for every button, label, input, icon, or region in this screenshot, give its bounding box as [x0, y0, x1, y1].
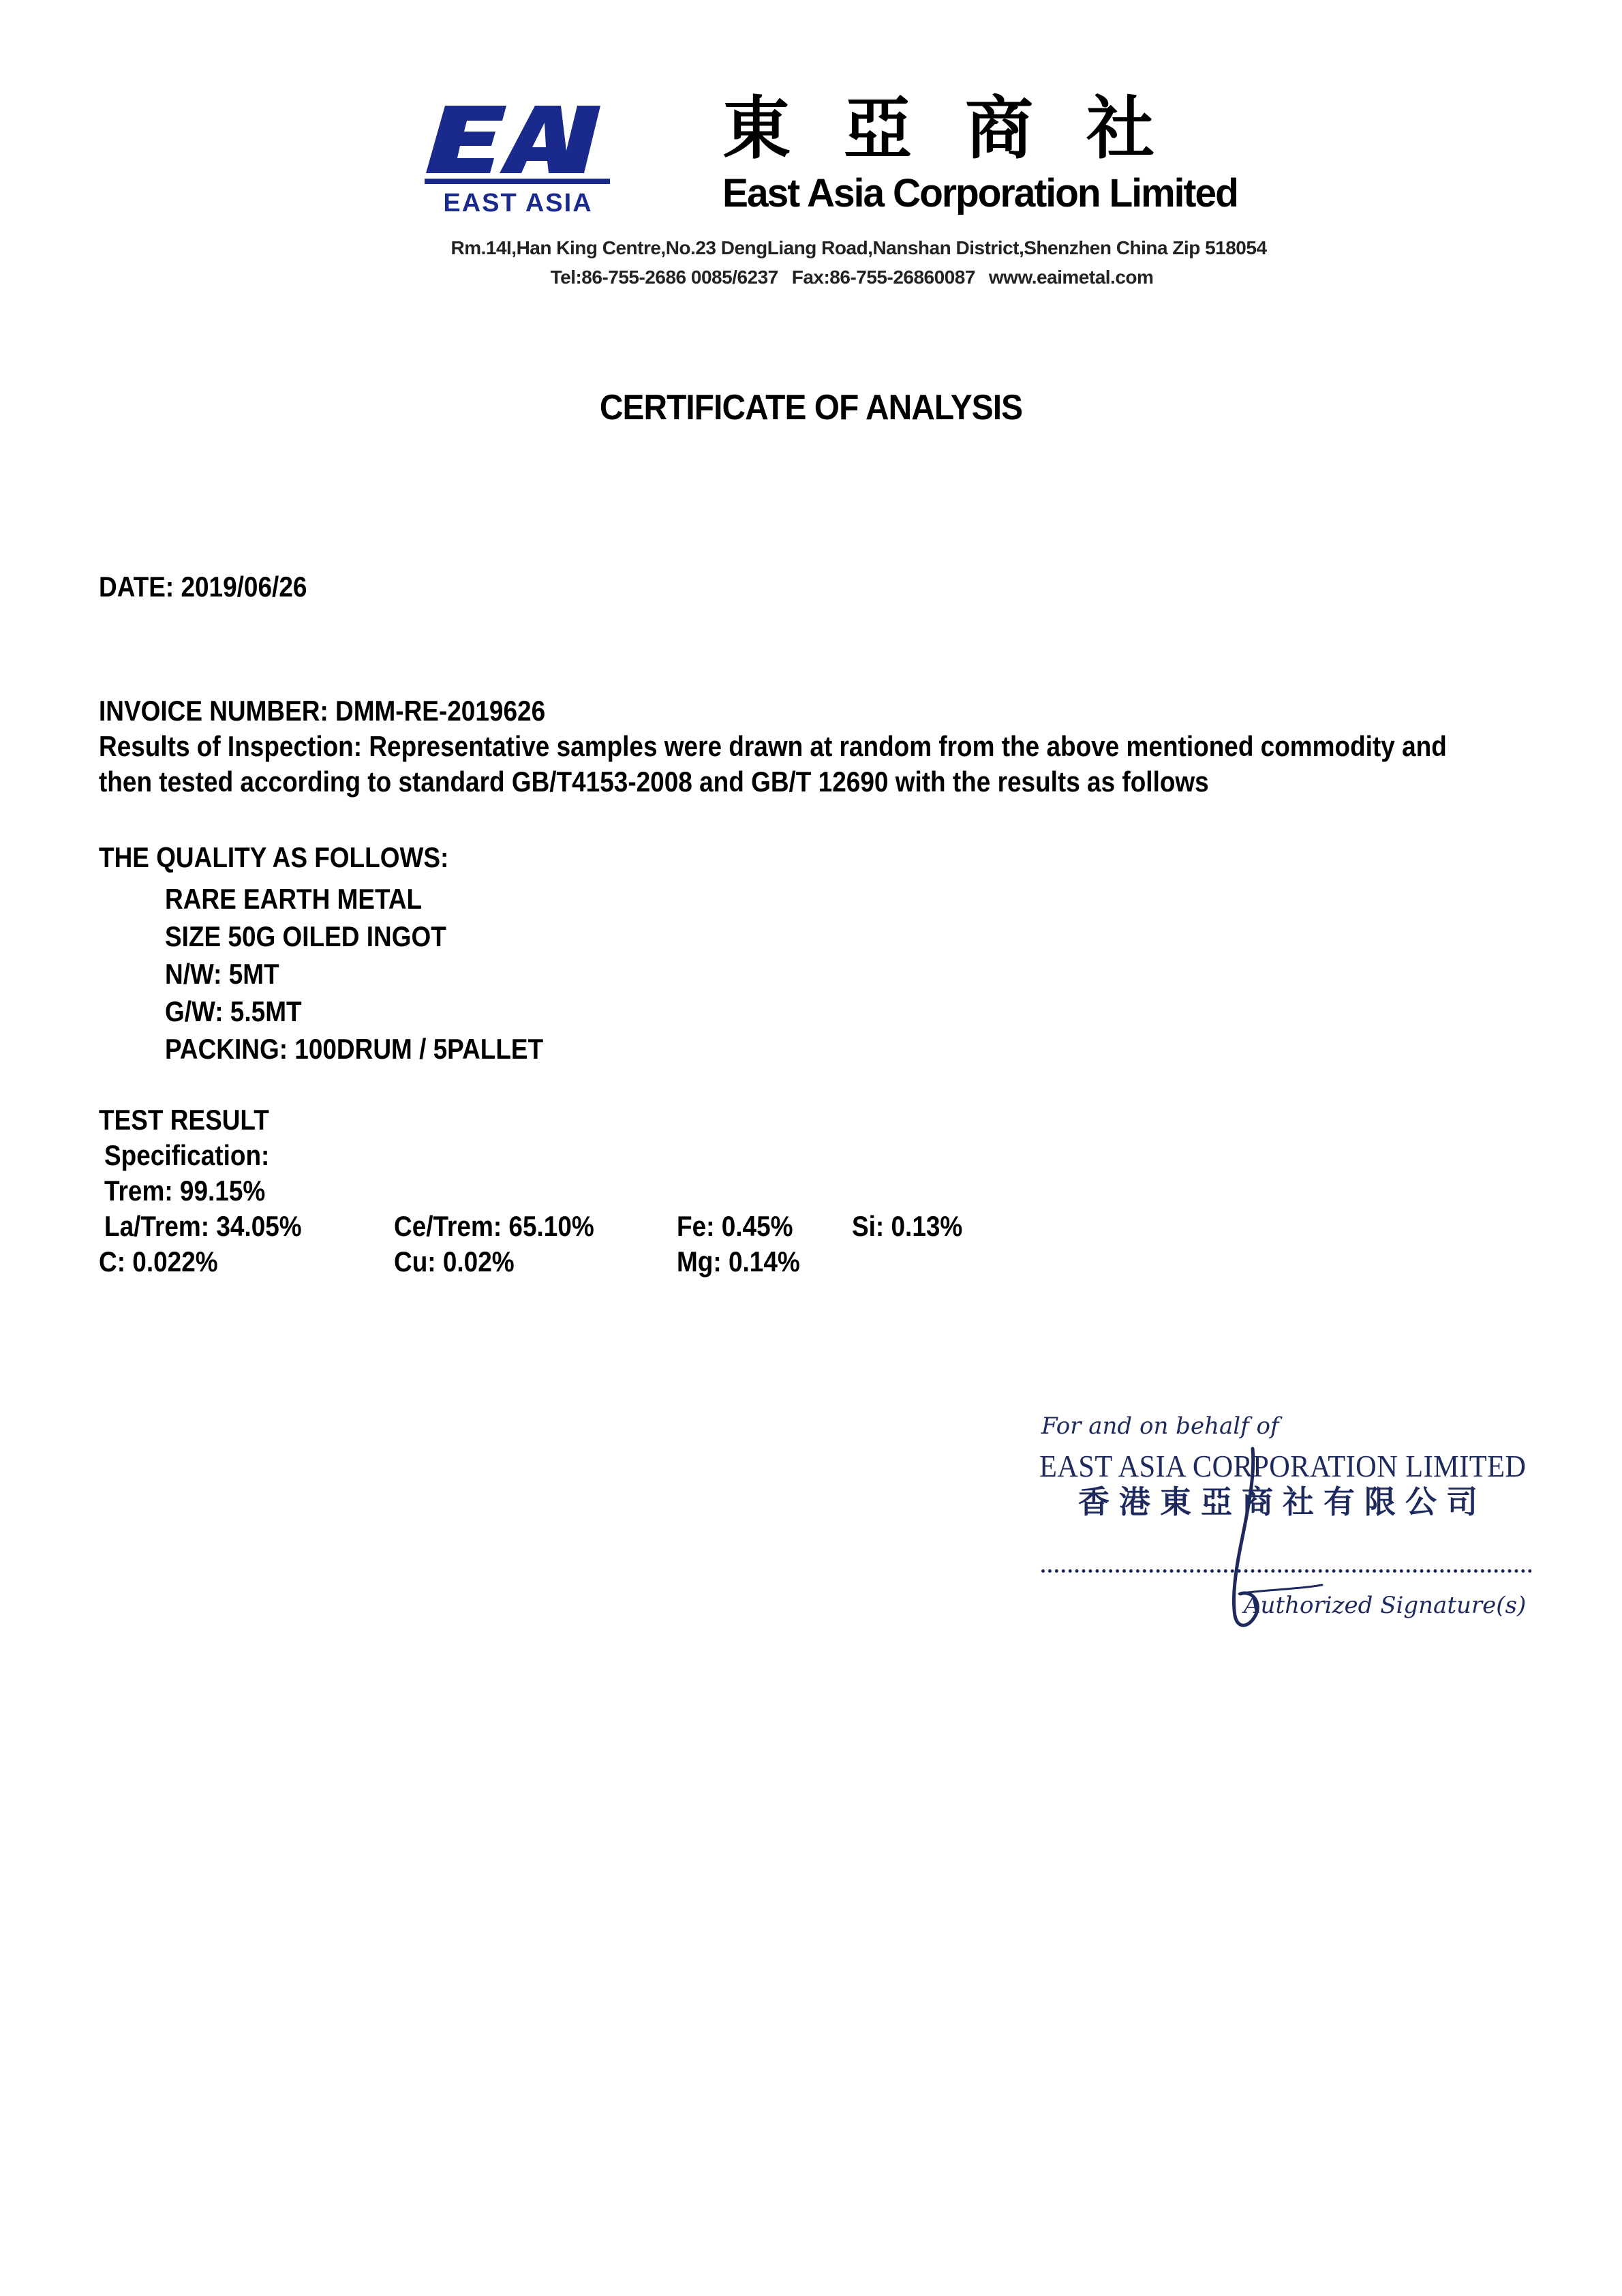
company-name-chinese: 東亞商社	[722, 88, 1208, 168]
quality-item: SIZE 50G OILED INGOT	[165, 920, 446, 952]
quality-heading: THE QUALITY AS FOLLOWS:	[99, 841, 449, 873]
eai-logo-icon	[419, 102, 617, 222]
signature-stamp	[1036, 1411, 1540, 1636]
quality-item: PACKING: 100DRUM / 5PALLET	[165, 1033, 544, 1065]
specification-label: Specification:	[104, 1139, 270, 1171]
test-result-heading: TEST RESULT	[99, 1104, 269, 1136]
test-value: Mg: 0.14%	[677, 1245, 800, 1278]
company-address: Rm.14I,Han King Centre,No.23 DengLiang Road,Nanshan District,Shenzhen China Zip 518054	[450, 237, 1267, 258]
test-value: C: 0.022%	[99, 1245, 218, 1278]
test-value: Cu: 0.02%	[394, 1245, 515, 1278]
test-value: Ce/Trem: 65.10%	[394, 1210, 594, 1242]
stamp-company-english: EAST ASIA CORPORATION LIMITED	[1039, 1449, 1527, 1483]
logo-caption: EAST ASIA	[443, 189, 593, 217]
handwritten-signature-icon	[1036, 1411, 1540, 1636]
trem-value: Trem: 99.15%	[104, 1175, 266, 1207]
quality-item: N/W: 5MT	[165, 958, 279, 990]
stamp-company-chinese: 香港東亞商社有限公司	[1078, 1483, 1487, 1520]
company-fax: Fax:86-755-26860087	[791, 267, 975, 288]
document-title: CERTIFICATE OF ANALYSIS	[599, 388, 1023, 427]
authorized-signature-caption: Authorized Signature(s)	[1244, 1592, 1527, 1619]
company-website: www.eaimetal.com	[988, 267, 1154, 288]
test-value: Fe: 0.45%	[677, 1210, 793, 1242]
on-behalf-text: For and on behalf of	[1041, 1413, 1279, 1440]
quality-item: RARE EARTH METAL	[165, 883, 423, 915]
test-value: Si: 0.13%	[852, 1210, 963, 1242]
invoice-number-line: INVOICE NUMBER: DMM-RE-2019626	[99, 695, 546, 727]
company-name-english: East Asia Corporation Limited	[722, 171, 1238, 215]
company-tel: Tel:86-755-2686 0085/6237	[550, 267, 778, 288]
inspection-results-line-1: Results of Inspection: Representative samples were drawn at random from the above mentioned commodity and	[99, 730, 1447, 762]
test-value: La/Trem: 34.05%	[104, 1210, 302, 1242]
date-line: DATE: 2019/06/26	[99, 571, 307, 603]
quality-item: G/W: 5.5MT	[165, 995, 302, 1027]
company-logo	[419, 102, 617, 222]
company-contact	[41, 268, 1622, 287]
inspection-results-line-2: then tested according to standard GB/T4153-2008 and GB/T 12690 with the results as follows	[99, 766, 1209, 798]
